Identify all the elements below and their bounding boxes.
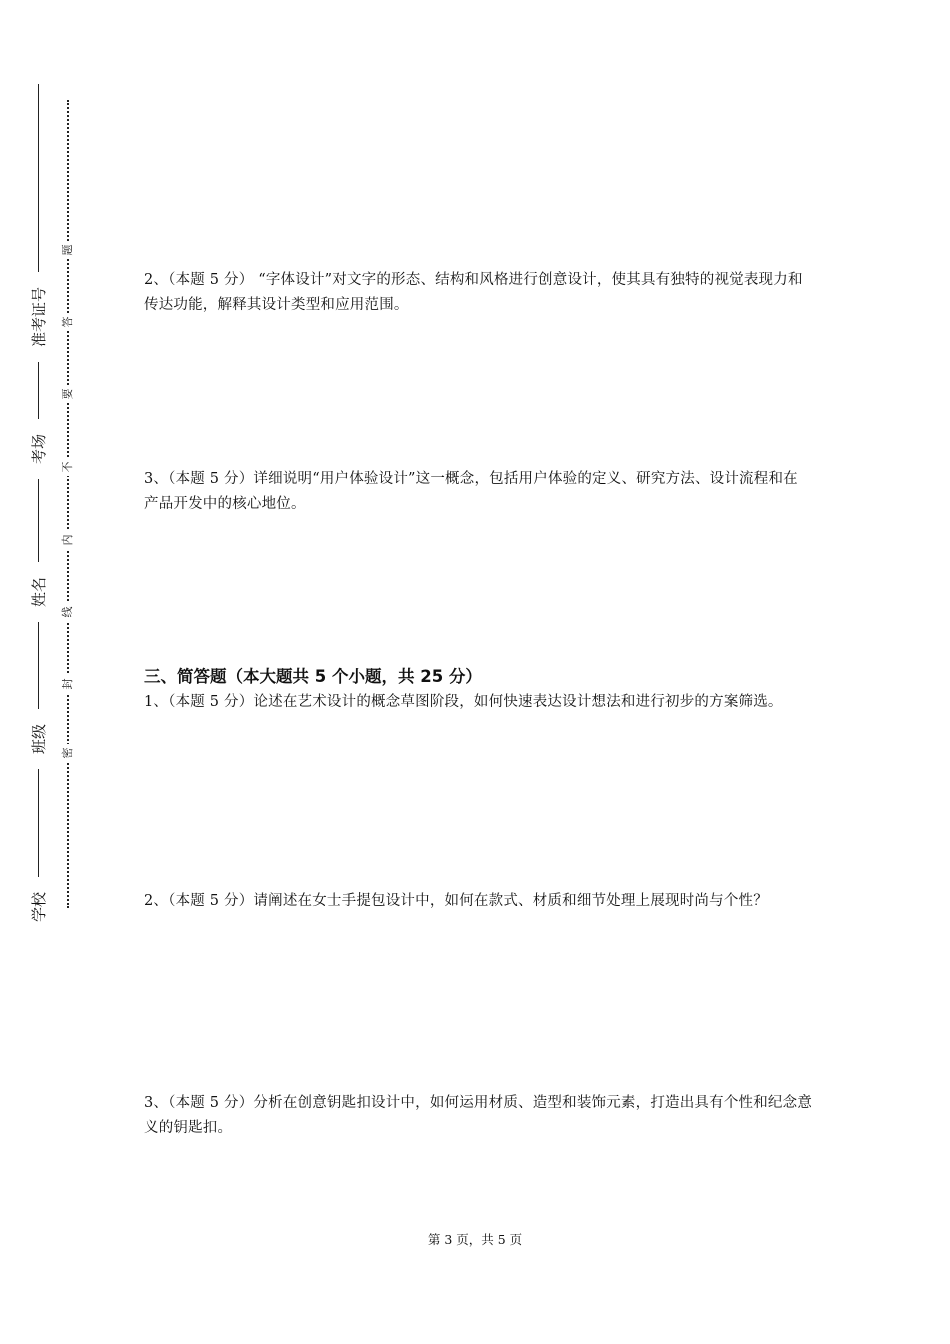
field-exam-id-label: 准考证号 xyxy=(22,272,56,362)
binding-line-solid xyxy=(38,84,39,926)
question-text: 3、（本题 5 分）详细说明“用户体验设计”这一概念，包括用户体验的定义、研究方法、设计流程和在产品开发中的核心地位。 xyxy=(144,471,798,512)
binding-notice-char: 要 xyxy=(59,385,77,403)
page-number: 第 3 页，共 5 页 xyxy=(427,1232,523,1247)
question-text: 3、（本题 5 分）分析在创意钥匙扣设计中，如何运用材质、造型和装饰元素，打造出具有个性和纪念意义的钥匙扣。 xyxy=(144,1095,813,1136)
question-text: 2、（本题 5 分） “字体设计”对文字的形态、结构和风格进行创意设计，使其具有独特的视觉表现力和传达功能，解释其设计类型和应用范围。 xyxy=(144,272,803,313)
question-text: 2、（本题 5 分）请阐述在女士手提包设计中，如何在款式、材质和细节处理上展现时尚与个性？ xyxy=(144,893,768,909)
binding-notice-char: 线 xyxy=(59,603,77,621)
field-name-label: 姓名 xyxy=(22,562,56,622)
binding-notice-char: 题 xyxy=(59,241,77,259)
field-exam-room-label: 考场 xyxy=(22,419,56,479)
binding-notice-char: 密 xyxy=(59,744,77,762)
binding-notice-char: 答 xyxy=(59,313,77,331)
field-school-label: 学校 xyxy=(22,877,56,937)
binding-line-dotted xyxy=(67,100,69,908)
binding-notice-char: 封 xyxy=(59,675,77,693)
binding-notice-char: 不 xyxy=(59,458,77,476)
binding-notice-char: 内 xyxy=(59,531,77,549)
question-text: 1、（本题 5 分）论述在艺术设计的概念草图阶段，如何快速表达设计想法和进行初步的方案筛选。 xyxy=(144,694,783,710)
field-class-label: 班级 xyxy=(22,709,56,769)
section-title: 三、简答题（本大题共 5 个小题，共 25 分） xyxy=(144,667,482,686)
